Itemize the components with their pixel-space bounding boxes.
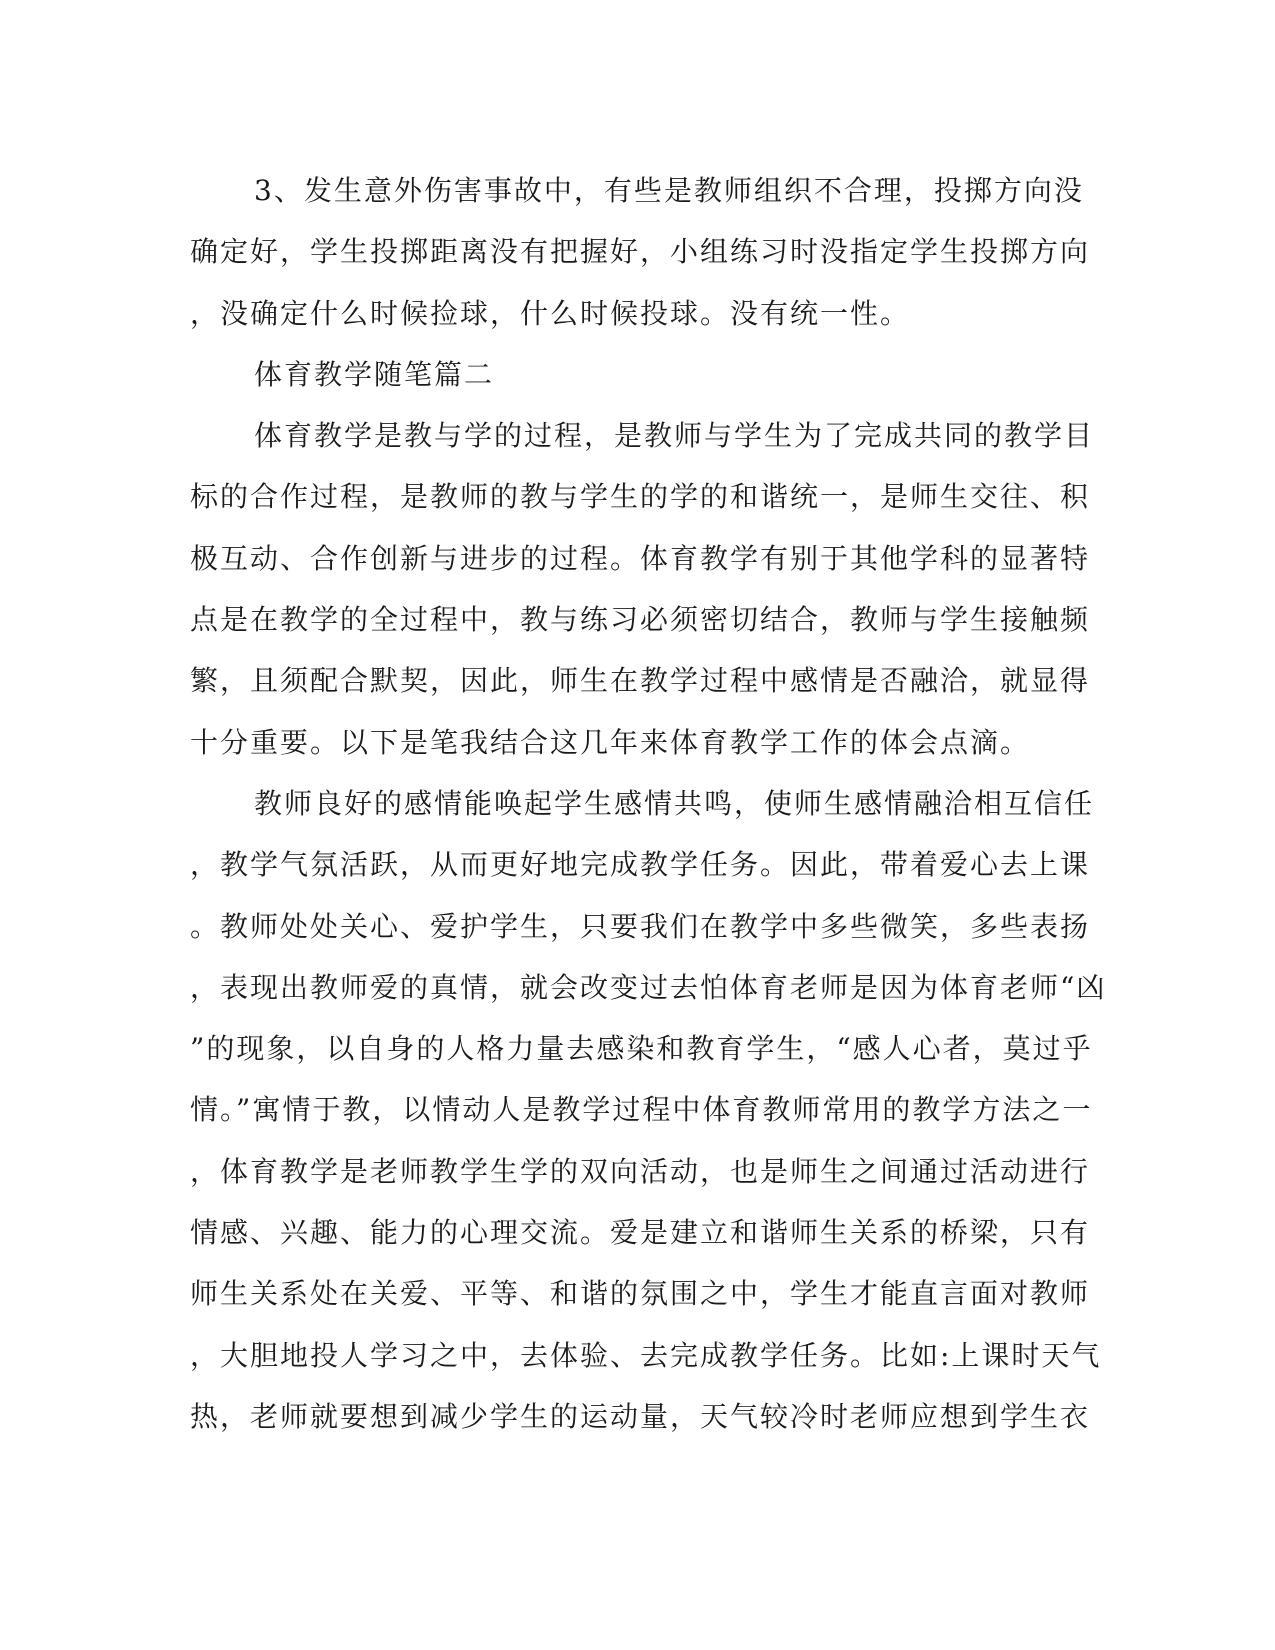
text-line: 极互动、合作创新与进步的过程。体育教学有别于其他学科的显著特 (190, 541, 1091, 575)
document-body (190, 160, 1107, 1447)
section-heading: 体育教学随笔篇二 (254, 357, 495, 391)
text-line: 3、发生意外伤害事故中，有些是教师组织不合理，投掷方向没 (254, 174, 1084, 207)
text-line: 体育教学是教与学的过程，是教师与学生为了完成共同的教学目 (254, 419, 1095, 453)
text-line: 标的合作过程，是教师的教与学生的学的和谐统一，是师生交往、积 (190, 480, 1091, 514)
text-line: 。教师处处关心、爱护学生，只要我们在教学中多些微笑，多些表扬 (190, 909, 1091, 943)
text-line: 点是在教学的全过程中，教与练习必须密切结合，教师与学生接触频 (190, 603, 1091, 637)
text-line: ，教学气氛活跃，从而更好地完成教学任务。因此，带着爱心去上课 (190, 848, 1091, 882)
text-line: 情。”寓情于教，以情动人是教学过程中体育教师常用的教学方法之一 (190, 1093, 1093, 1127)
text-line: 教师良好的感情能唤起学生感情共鸣，使师生感情融洽相互信任 (254, 786, 1095, 820)
text-line: 确定好，学生投掷距离没有把握好，小组练习时没指定学生投掷方向 (190, 235, 1091, 269)
text-line: ，大胆地投人学习之中，去体验、去完成教学任务。比如:上课时天气 (190, 1338, 1102, 1372)
text-line: ，没确定什么时候捡球，什么时候投球。没有统一性。 (190, 296, 911, 330)
text-line: 热，老师就要想到减少学生的运动量，天气较冷时老师应想到学生衣 (190, 1399, 1091, 1433)
text-line: 十分重要。以下是笔我结合这几年来体育教学工作的体会点滴。 (190, 725, 1031, 759)
text-line: ”的现象，以自身的人格力量去感染和教育学生，“感人心者，莫过乎 (190, 1032, 1093, 1066)
text-line: ，体育教学是老师教学生学的双向活动，也是师生之间通过活动进行 (190, 1154, 1091, 1188)
text-line: ，表现出教师爱的真情，就会改变过去怕体育老师是因为体育老师“凶 (190, 970, 1107, 1004)
text-line: 情感、兴趣、能力的心理交流。爱是建立和谐师生关系的桥梁，只有 (190, 1216, 1091, 1250)
text-line: 师生关系处在关爱、平等、和谐的氛围之中，学生才能直言面对教师 (190, 1277, 1091, 1311)
text-line: 繁，且须配合默契，因此，师生在教学过程中感情是否融洽，就显得 (190, 664, 1091, 698)
